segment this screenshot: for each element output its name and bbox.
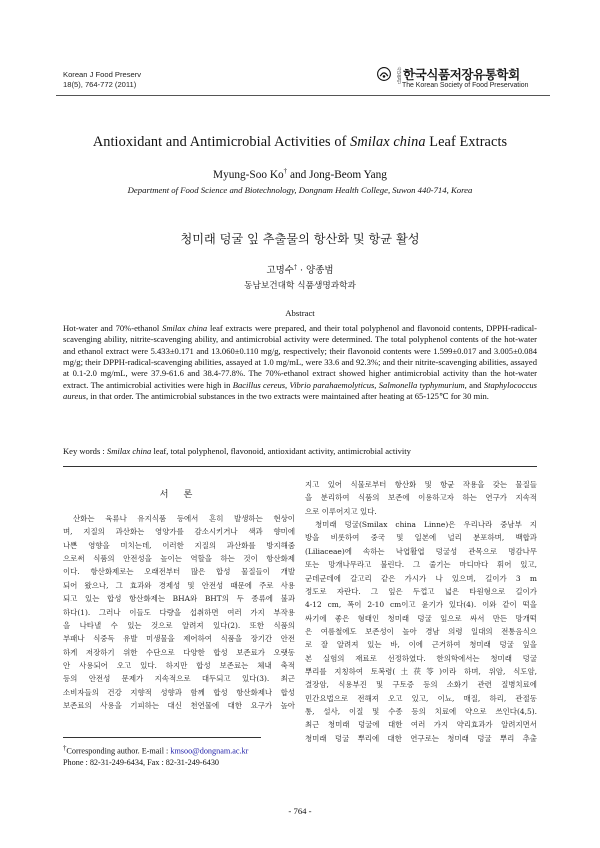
keywords <box>63 446 537 456</box>
korean-affiliation: 동남보건대학 식품생명과학과 <box>244 281 356 291</box>
text-line: 결장암, 식용부진 및 구토증 등의 소화기 관련 질병치료에 <box>305 680 537 690</box>
text-line: 이다. 항산화제로는 오래전부터 많은 합성 물질들이 개발 <box>63 567 295 577</box>
journal-name: Korean J Food Preserv <box>63 70 142 79</box>
text-line: 부패나 식중독 유발 미생물을 제어하여 식품을 장기간 안전 <box>63 634 295 644</box>
footnote-phone-line: Phone : 82-31-249-6434, Fax : 82-31-249-6430 <box>63 758 220 768</box>
footnote-email-line <box>63 743 295 757</box>
keywords-list: leaf, total polyphenol, flavonoid, antioxidant activity, antimicrobial activity <box>151 446 411 456</box>
corresponding-author-footnote <box>63 743 295 769</box>
text-line: 은 여름철에도 보존성이 높아 경남 의령 일대의 전통음식으 <box>305 626 537 636</box>
text-line: 싸기에 좋은 형태인 청미래 덩굴 잎으로 싸서 만든 망개떡 <box>305 613 537 623</box>
text-line: 로 잘 알려져 있는 바, 이에 근거하여 청미래 덩굴 잎을 <box>305 640 537 650</box>
journal-volume: 18(5), 764-772 (2011) <box>63 79 137 89</box>
abstract-heading: Abstract <box>285 308 315 318</box>
society-type-label: 사단법인 <box>397 67 402 84</box>
korean-title: 청미래 덩굴 잎 추출물의 항산화 및 항균 활성 <box>180 232 420 246</box>
text-line: 보존료의 사용을 기피하는 대신 천연물에 대한 요구가 높아 <box>63 701 295 711</box>
korean-author-2: · 양종범 <box>296 265 334 276</box>
abstract-text-2: leaf extracts were prepared, and their total polyphenol and flavonoid contents, DPPH-radical-scavenging ability, nitrite-scavenging ability, and antimicrobial activity were determined. The total polyphenol contents of the hot-water and ethanol extract were 5.433±0.171 and 13.060±0.110 mg/g, respectively; their flavonoid contents were 1.599±0.017 and 3.005±0.084 mg/g; their DPPH-radical-scavenging abilities, assayed at 1.0 mg/mL, were 33.6 and 92.3%; and their nitrite-scavenging abilities, assayed at 0.1-2.0 mg/mL, were 37.9-61.6 and 38.4-77.8%. The 70%-ethanol extract showed higher antimicrobial activity than the hot-water extract. The antimicrobial activities were high in <box>63 323 537 390</box>
title-text: Antioxidant and Antimicrobial Activities of <box>92 134 351 150</box>
text-line: 또는 망개나무라고 불린다. 그 줄기는 마디마다 휘어 있고, <box>305 560 537 570</box>
author-email-link[interactable]: kmsoo@dongnam.ac.kr <box>170 746 249 756</box>
abstract-text-4: in that order. The antimicrobial substances in the two extracts were maintained after heating at 65-125℃ for 30 min. <box>88 391 489 402</box>
text-line: 뿌리를 지칭하여 토복령(土茯笭)이라 하며, 위암, 식도암, <box>305 667 537 677</box>
author-1: Myung-Soo Ko <box>213 168 284 181</box>
footnote-label: Corresponding author. E-mail : <box>66 746 171 756</box>
header-divider <box>56 95 550 96</box>
footnote-divider <box>63 737 261 738</box>
abstract-species: Smilax china <box>162 323 208 333</box>
abstract-organisms-1: Bacillus cereus, Vibrio parahaemolyticus, Salmonella typhymurium, <box>232 379 467 390</box>
text-line: 소비자들의 건강 지향적 성향과 함께 합성 항산화제나 합성 <box>63 687 295 697</box>
keywords-species: Smilax china <box>106 446 152 456</box>
body-column-right <box>305 478 537 745</box>
abstract-body <box>63 323 537 402</box>
text-line: 산화는 육류나 유지식품 등에서 흔히 발생하는 현상이 <box>73 514 295 523</box>
journal-reference <box>63 70 141 89</box>
korean-author-list <box>0 262 600 276</box>
footnote-mark: † <box>63 745 67 752</box>
text-line: 으로 이루어지고 있다. <box>305 506 377 516</box>
korean-author-1: 고명수 <box>266 265 294 276</box>
corresponding-mark: † <box>283 167 288 175</box>
text-line: 민간요법으로 전해져 오고 있고, 이뇨, 매질, 하리, 관절동 <box>305 693 537 703</box>
abstract-text-3: and <box>466 379 484 390</box>
text-line: 되고 있는 합성 항산화제는 BHA와 BHT의 두 종류에 불과 <box>63 594 295 604</box>
text-line: 을 분리하여 식품의 보존에 이용하고자 하는 연구가 지속적 <box>305 493 537 503</box>
society-masthead <box>377 64 547 94</box>
abstract-organisms-2: Staphylococcus aureus, <box>63 379 537 402</box>
text-line: 하게 저장하기 위한 수단으로 다양한 합성 보존료가 오랫동 <box>63 647 295 657</box>
text-line: 방을 비롯하여 중국 및 일본에 널리 분포하며, 백합과 <box>305 533 537 543</box>
text-line: 통, 설사, 이질 및 수종 등의 치료에 약으로 쓰인다(4,5). <box>305 707 537 717</box>
author-affiliation: Department of Food Science and Biotechnology, Dongnam Health College, Suwon 440-714, Korea <box>127 185 473 195</box>
text-line: 청미래 덩굴(Smilax china Linne)은 우리나라 중남부 지 <box>315 520 537 530</box>
abstract-divider <box>63 466 537 467</box>
page-number: - 764 - <box>288 806 312 816</box>
text-line: 4-12 cm, 폭이 2-10 cm이고 윤기가 있다(4). 이와 같이 떡을 <box>305 600 537 610</box>
text-line: (Liliaceae)에 속하는 낙엽활엽 덩굴성 관목으로 명감나무 <box>305 546 537 556</box>
text-line: 군데군데에 갈고리 같은 가시가 나 있으며, 길이가 3 m <box>305 573 537 583</box>
body-column-left <box>63 512 295 712</box>
society-name-english: The Korean Society of Food Preservation <box>402 82 529 89</box>
text-line: 최근 청미래 덩굴에 대한 여러 가지 약리효과가 알려지면서 <box>305 720 537 730</box>
title-species: Smilax china <box>350 134 426 150</box>
text-line: 안 사용되어 오고 있다. 하지만 합성 보존료는 체내 축적 <box>63 660 295 670</box>
text-line: 본 실험의 재료로 선정하였다. 한의학에서는 청미래 덩굴 <box>305 653 537 663</box>
title-text-end: Leaf Extracts <box>425 134 508 150</box>
text-line: 며, 지질의 과산화는 영양가를 감소시키거나 색과 향미에 <box>63 527 295 537</box>
text-line: 등의 안전성 문제가 지속적으로 대두되고 있다(3). 최근 <box>63 674 295 684</box>
text-line: 을 나타낼 수 있는 것으로 알려져 있다(2). 또한 식품의 <box>63 620 295 630</box>
text-line: 으로써 식품의 안전성을 높이는 역할을 하는 것이 항산화제 <box>63 554 295 564</box>
text-line: 하다(1). 그러나 이들도 다량을 섭취하면 여러 가지 부작용 <box>63 607 295 617</box>
author-list <box>0 167 600 181</box>
text-line: 정도로 자란다. 그 잎은 두껍고 넓은 타원형으로 길이가 <box>305 586 537 596</box>
text-line: 지고 있어 식물로부터 항산화 및 항균 작용을 갖는 물질들 <box>305 480 537 489</box>
abstract-text-1: Hot-water and 70%-ethanol <box>63 323 163 333</box>
text-line: 나쁜 영향을 미치는데, 이러한 지질의 과산화를 방지해줌 <box>63 540 295 550</box>
text-line: 되어 왔으나, 그 효과와 경제성 및 안전성 때문에 주로 사용 <box>63 580 295 590</box>
society-name-korean: 한국식품저장유통학회 <box>403 67 520 82</box>
author-2: and Jong-Beom Yang <box>287 168 387 181</box>
text-line: 청미래 덩굴 뿌리에 대한 연구로는 청미래 덩굴 뿌리 추출 <box>305 733 537 743</box>
korean-corresponding-mark: † <box>293 263 297 271</box>
paper-title <box>0 134 600 151</box>
keywords-label: Key words : <box>63 446 107 456</box>
section-heading-introduction: 서 론 <box>159 489 199 500</box>
society-logo-icon <box>377 67 391 81</box>
